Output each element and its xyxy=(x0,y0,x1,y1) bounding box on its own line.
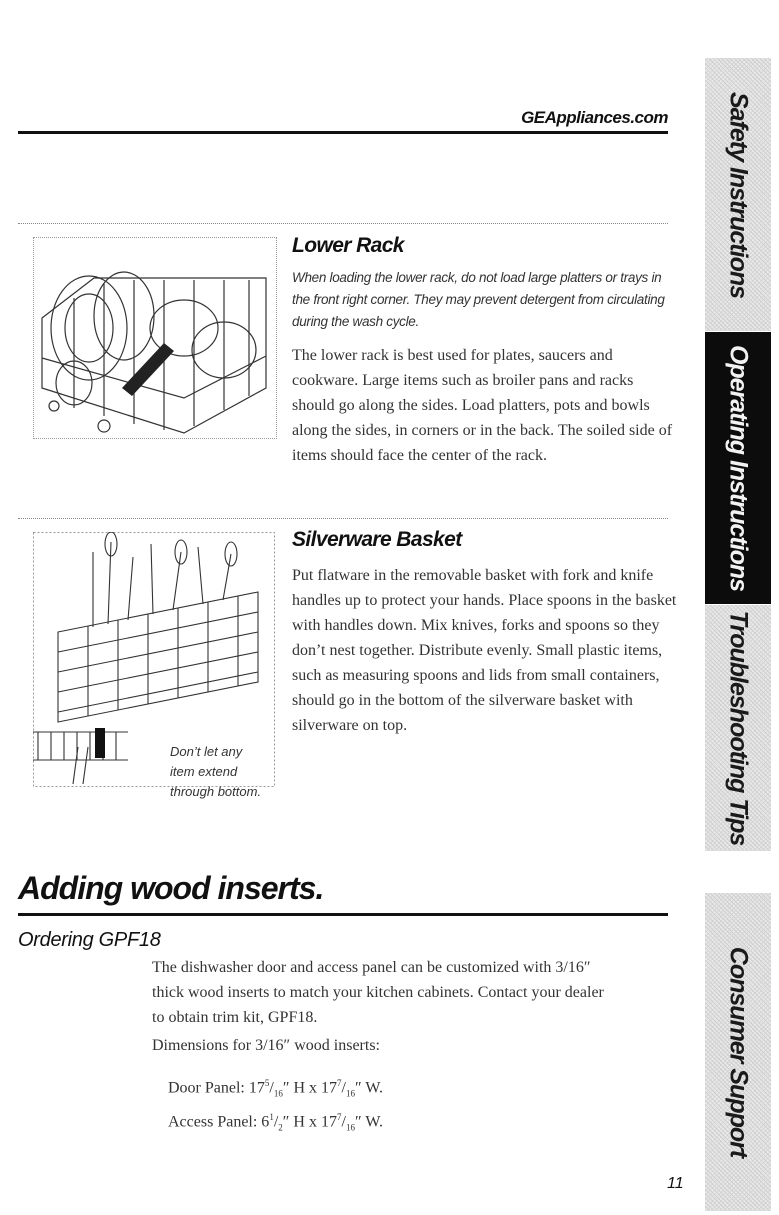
door-panel-end: ″ W. xyxy=(355,1079,384,1097)
tab-label: Consumer Support xyxy=(724,946,753,1158)
lower-rack-illustration xyxy=(33,237,277,439)
lower-rack-note: When loading the lower rack, do not load large platters or trays in the front right corner. They may prevent detergent from circulating during the wash cycle. xyxy=(292,270,665,329)
section-divider xyxy=(18,518,668,519)
tab-troubleshooting-tips[interactable] xyxy=(705,605,771,851)
dimensions-label: Dimensions for 3/16″ wood inserts: xyxy=(152,1037,380,1054)
fraction-den: 16 xyxy=(273,1088,283,1099)
ordering-subtitle: Ordering GPF18 xyxy=(18,929,161,951)
silverware-caption xyxy=(170,742,261,802)
section-divider xyxy=(18,223,668,224)
caption-line: through bottom. xyxy=(170,784,262,799)
tab-label: Troubleshooting Tips xyxy=(724,610,753,846)
fraction-den: 16 xyxy=(346,1088,355,1099)
fraction-den: 2 xyxy=(278,1122,283,1133)
tab-operating-instructions[interactable] xyxy=(705,332,771,604)
access-panel-mid: ″ H x 17 xyxy=(282,1113,337,1131)
door-panel-label: Door Panel: 17 xyxy=(168,1079,265,1097)
fraction-num: 1 xyxy=(269,1112,274,1122)
lower-rack-title: Lower Rack xyxy=(292,234,404,257)
section-heading: Adding wood inserts. xyxy=(18,870,324,906)
heading-rule xyxy=(18,913,668,916)
wood-inserts-intro: The dishwasher door and access panel can be customized with 3/16″ thick wood inserts to match your kitchen cabinets. Contact your dealer to obtain trim kit, GPF18. xyxy=(152,959,604,1026)
access-panel-label: Access Panel: 6 xyxy=(168,1113,270,1131)
access-panel-end: ″ W. xyxy=(354,1113,383,1131)
tab-safety-instructions[interactable] xyxy=(705,58,771,331)
fraction-num: 7 xyxy=(336,1112,342,1122)
tab-label: Operating Instructions xyxy=(724,344,753,592)
tab-label: Safety Instructions xyxy=(724,91,753,298)
access-panel-dimensions: Access Panel: $6^1/_2''$ H x $17^7/_{16}''$ W. xyxy=(168,1112,383,1133)
door-panel-mid: ″ H x 17 xyxy=(282,1079,338,1097)
caption-line: Don’t let any xyxy=(170,744,243,759)
fraction-den: 16 xyxy=(345,1122,355,1133)
silverware-basket-title: Silverware Basket xyxy=(292,528,462,551)
tab-consumer-support[interactable] xyxy=(705,893,771,1211)
page-number: 11 xyxy=(667,1175,684,1192)
silverware-basket-body: Put flatware in the removable basket with fork and knife handles up to protect your hands. Place spoons in the basket with handles down. Mix knives, forks and spoons so they don’t nest together. Distribute evenly. Small plastic items, such as measuring spoons and lids from small containers, should go in the bottom of the silverware basket with silverware on top. xyxy=(292,567,677,734)
fraction-num: 5 xyxy=(264,1078,270,1088)
site-url: GEAppliances.com xyxy=(521,108,668,127)
fraction-num: 7 xyxy=(337,1078,342,1088)
lower-rack-body: The lower rack is best used for plates, saucers and cookware. Large items such as broiler pans and racks should go along the sides. Load platters, pots and bowls along the sides, in corners or in the back. The soiled side of items should face the center of the rack. xyxy=(292,347,673,464)
caption-line: item extend xyxy=(170,764,238,779)
header-rule xyxy=(18,131,668,134)
door-panel-dimensions: Door Panel: $17^5/_{16}''$ H x $17^7/_{16}''$ W. xyxy=(168,1078,384,1099)
